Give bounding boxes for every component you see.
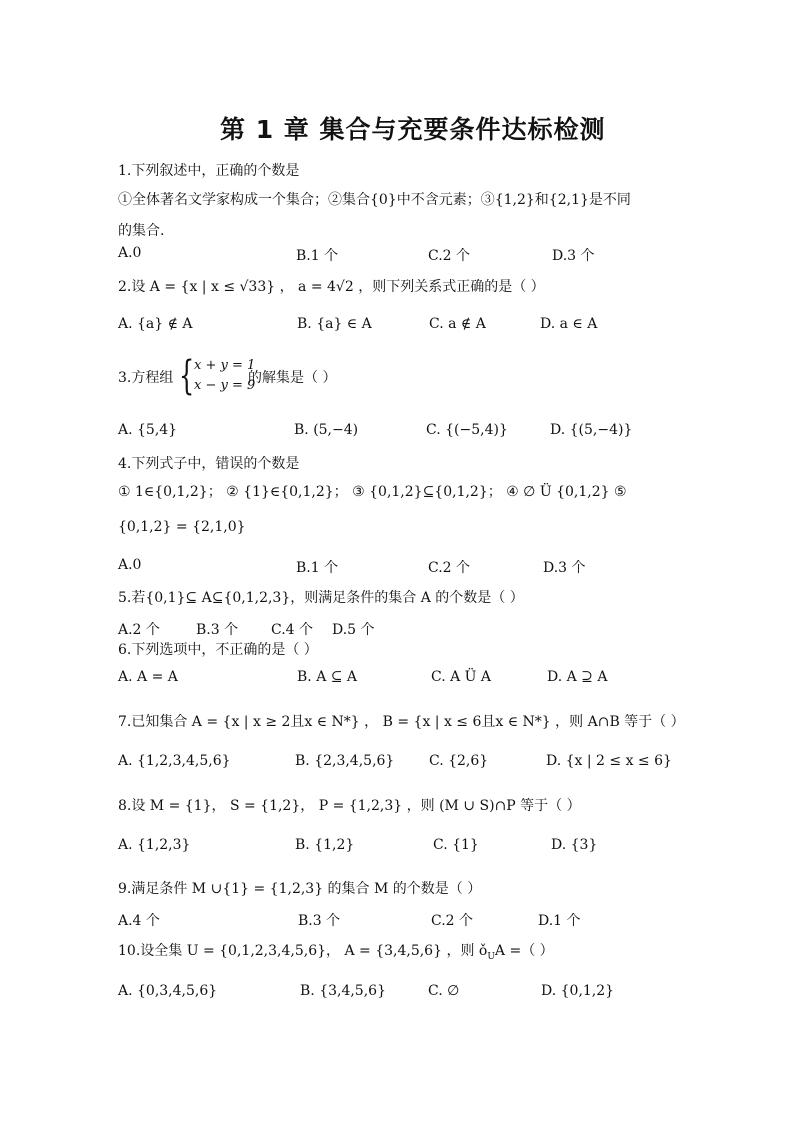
q7-option-a: A. {1,2,3,4,5,6} — [118, 753, 231, 769]
q10-stem-main: 10.设全集 U = {0,1,2,3,4,5,6}， A = {3,4,5,6} ，则 ǒ — [118, 943, 488, 959]
q8-option-d: D. {3} — [551, 837, 598, 853]
q9-option-c: C.2 个 — [431, 913, 474, 929]
q4-option-c: C.2 个 — [428, 560, 471, 576]
q7-option-b: B. {2,3,4,5,6} — [295, 753, 395, 769]
q8-stem: 8.设 M = {1}， S = {1,2}， P = {1,2,3} ，则 (M ∪ S)∩P 等于（ ） — [118, 798, 581, 814]
q5-option-c: C.4 个 — [271, 622, 314, 638]
q8-option-a: A. {1,2,3} — [118, 837, 191, 853]
q1-line2: ①全体著名文学家构成一个集合；②集合{0}中不含元素；③{1,2}和{2,1}是不同 — [118, 192, 631, 208]
q6-option-d: D. A ⊇ A — [547, 669, 608, 685]
q4-option-a: A.0 — [118, 557, 142, 573]
q7-option-d: D. {x | 2 ≤ x ≤ 6} — [546, 753, 672, 769]
q2-option-c: C. a ∉ A — [429, 316, 486, 332]
q10-option-b: B. {3,4,5,6} — [300, 983, 386, 999]
q9-option-b: B.3 个 — [298, 913, 341, 929]
q5-option-a: A.2 个 — [118, 622, 160, 638]
q10-option-c: C. ∅ — [428, 983, 460, 999]
q3-option-b: B. (5,−4) — [294, 422, 359, 438]
q4-stem: 4.下列式子中，错误的个数是 — [118, 456, 300, 472]
q3-option-c: C. {(−5,4)} — [426, 422, 508, 438]
q9-stem: 9.满足条件 M ∪{1} = {1,2,3} 的集合 M 的个数是（ ） — [118, 881, 482, 897]
q2-option-b: B. {a} ∈ A — [297, 316, 372, 332]
system-brace: { — [179, 353, 195, 399]
q10-option-d: D. {0,1,2} — [541, 983, 615, 999]
q1-stem: 1.下列叙述中，正确的个数是 — [118, 163, 300, 179]
q9-option-a: A.4 个 — [118, 913, 160, 929]
q4-line3: {0,1,2} = {2,1,0} — [118, 519, 246, 535]
complement-subscript: U — [487, 951, 495, 962]
q1-option-d: D.3 个 — [552, 248, 595, 264]
q2-option-a: A. {a} ∉ A — [118, 316, 193, 332]
q4-option-b: B.1 个 — [296, 560, 339, 576]
q8-option-c: C. {1} — [433, 837, 479, 853]
q3-option-a: A. {5,4} — [118, 422, 178, 438]
q1-line3: 的集合. — [118, 223, 165, 239]
q1-option-a: A.0 — [118, 245, 142, 261]
q3-equation-2: x − y = 9 — [194, 378, 256, 393]
q9-option-d: D.1 个 — [538, 913, 581, 929]
q6-stem: 6.下列选项中，不正确的是（ ） — [118, 642, 318, 658]
q6-option-b: B. A ⊆ A — [297, 669, 358, 685]
q3-tail: 的解集是（ ） — [248, 370, 337, 386]
page-title: 第 1 章 集合与充要条件达标检测 — [220, 115, 606, 144]
q7-stem: 7.已知集合 A = {x | x ≥ 2且x ∈ N*} ， B = {x | x ≤ 6且x ∈ N*} ，则 A∩B 等于（ ） — [118, 714, 685, 730]
q3-option-d: D. {(5,−4)} — [550, 422, 633, 438]
q7-option-c: C. {2,6} — [429, 753, 489, 769]
q5-stem: 5.若{0,1}⊆ A⊆{0,1,2,3}，则满足条件的集合 A 的个数是（ ） — [118, 590, 524, 606]
q10-stem-tail: A =（ ） — [494, 943, 554, 959]
q10-option-a: A. {0,3,4,5,6} — [118, 983, 218, 999]
q4-line2: ① 1∈{0,1,2}； ② {1}∈{0,1,2}； ③ {0,1,2}⊆{0,1,2}； ④ ∅ Ü {0,1,2} ⑤ — [118, 484, 627, 500]
q3-label: 3.方程组 — [118, 370, 174, 386]
q6-option-c: C. A Ü A — [431, 669, 492, 685]
q8-option-b: B. {1,2} — [295, 837, 355, 853]
q4-option-d: D.3 个 — [543, 560, 586, 576]
q1-option-b: B.1 个 — [296, 248, 339, 264]
q3-equation-1: x + y = 1 — [194, 358, 256, 373]
q2-option-d: D. a ∈ A — [540, 316, 598, 332]
q5-option-b: B.3 个 — [196, 622, 239, 638]
q2-stem: 2.设 A = {x | x ≤ √33} ， a = 4√2 ，则下列关系式正确的是（ ） — [118, 279, 545, 295]
q10-stem — [118, 940, 554, 962]
q6-option-a: A. A = A — [118, 669, 178, 685]
q5-option-d: D.5 个 — [332, 622, 375, 638]
q1-option-c: C.2 个 — [428, 248, 471, 264]
